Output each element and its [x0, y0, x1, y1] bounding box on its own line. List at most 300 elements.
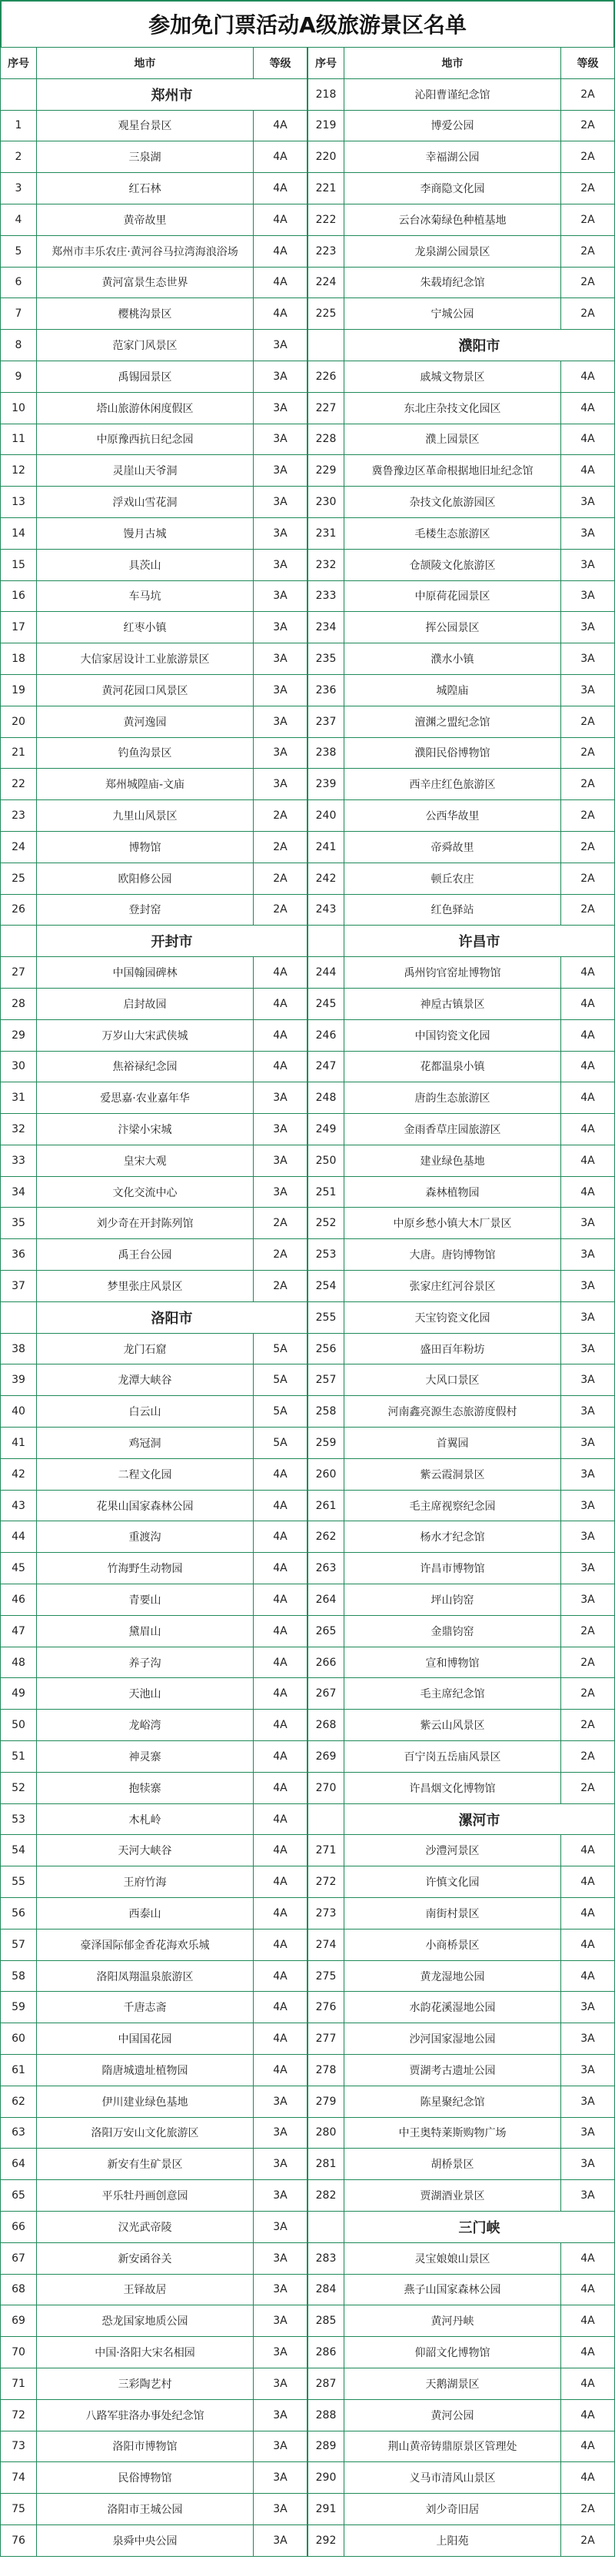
row-number: 74: [0, 2462, 37, 2493]
table-row: [0, 612, 308, 643]
scenic-area-name: 沙河国家湿地公园: [344, 2023, 561, 2054]
scenic-area-name: 三泉湖: [37, 141, 254, 172]
row-number: 41: [0, 1428, 37, 1458]
table-row: [308, 1898, 615, 1930]
scenic-level: 2A: [561, 1741, 615, 1772]
scenic-area-name: 公西华故里: [344, 800, 561, 831]
row-number: 42: [0, 1459, 37, 1490]
scenic-area-name: 禹王台公园: [37, 1239, 254, 1270]
table-row: [0, 1521, 308, 1553]
scenic-level: 3A: [254, 2118, 308, 2149]
row-number: 257: [308, 1364, 344, 1395]
scenic-area-name: 濮阳民俗博物馆: [344, 738, 561, 769]
scenic-level: 3A: [254, 2212, 308, 2242]
scenic-level: 3A: [561, 2055, 615, 2086]
scenic-level: 2A: [561, 141, 615, 172]
scenic-area-name: 登封窑: [37, 895, 254, 926]
scenic-area-name: 花都温泉小镇: [344, 1052, 561, 1082]
scenic-level: 5A: [254, 1428, 308, 1458]
table-row: [308, 1647, 615, 1679]
table-row: [308, 1020, 615, 1052]
row-number: 246: [308, 1020, 344, 1051]
scenic-area-name: 黄河花园口风景区: [37, 675, 254, 706]
city-section-row: [308, 1804, 615, 1836]
scenic-area-name: 胡桥景区: [344, 2149, 561, 2179]
scenic-level: 3A: [254, 2431, 308, 2462]
table-row: [0, 2525, 308, 2557]
table-row: [308, 895, 615, 926]
scenic-level: 4A: [254, 1898, 308, 1929]
row-number: 267: [308, 1678, 344, 1709]
scenic-level: 3A: [254, 2337, 308, 2368]
table-row: [308, 1553, 615, 1584]
table-row: [308, 800, 615, 832]
scenic-level: 4A: [254, 1459, 308, 1490]
table-row: [0, 236, 308, 268]
table-row: [0, 643, 308, 675]
scenic-level: 3A: [254, 738, 308, 769]
scenic-area-name: 欧阳修公园: [37, 863, 254, 894]
row-number: 31: [0, 1082, 37, 1113]
scenic-level: 4A: [254, 173, 308, 204]
table-row: [0, 2023, 308, 2055]
scenic-level: 4A: [561, 1866, 615, 1897]
scenic-area-name: 爱思嘉·农业嘉年华: [37, 1082, 254, 1113]
scenic-level: 4A: [561, 2243, 615, 2274]
header-no: 序号: [0, 48, 37, 78]
table-row: [0, 706, 308, 738]
city-section-row: [0, 79, 308, 111]
row-number: 276: [308, 1992, 344, 2023]
scenic-level: 3A: [561, 1302, 615, 1333]
row-number: 263: [308, 1553, 344, 1584]
table-row: [0, 173, 308, 204]
scenic-area-name: 中王奥特莱斯购物广场: [344, 2118, 561, 2149]
scenic-level: 2A: [254, 1239, 308, 1270]
row-number: 226: [308, 361, 344, 392]
scenic-area-name: 郑州市丰乐农庄·黄河谷马拉湾海浪浴场: [37, 236, 254, 267]
row-number: 18: [0, 643, 37, 674]
scenic-level: 2A: [561, 738, 615, 769]
table-row: [308, 2337, 615, 2368]
scenic-area-name: 仓颉陵文化旅游区: [344, 550, 561, 580]
scenic-area-name: 龙门石窟: [37, 1334, 254, 1364]
row-number: 34: [0, 1177, 37, 1208]
table-row: [0, 1930, 308, 1961]
table-header-row: [0, 48, 308, 79]
scenic-level: 4A: [561, 2462, 615, 2493]
scenic-level: 4A: [561, 957, 615, 988]
scenic-area-name: 木札岭: [37, 1804, 254, 1835]
scenic-level: 3A: [254, 1145, 308, 1176]
scenic-level: 3A: [254, 643, 308, 674]
scenic-area-name: 抱犊寨: [37, 1773, 254, 1803]
scenic-level: 2A: [561, 111, 615, 141]
scenic-level: 2A: [254, 895, 308, 926]
table-row: [0, 1678, 308, 1710]
scenic-level: 3A: [254, 518, 308, 549]
scenic-level: 4A: [254, 1678, 308, 1709]
table-row: [308, 268, 615, 299]
scenic-area-name: 西辛庄红色旅游区: [344, 769, 561, 799]
table-row: [0, 863, 308, 895]
scenic-area-name: 汉光武帝陵: [37, 2212, 254, 2242]
scenic-area-name: 东北庄杂技文化园区: [344, 393, 561, 424]
scenic-level: 2A: [561, 863, 615, 894]
table-row: [0, 895, 308, 926]
table-row: [308, 1930, 615, 1961]
row-number: 232: [308, 550, 344, 580]
table-row: [0, 455, 308, 487]
table-row: [0, 1428, 308, 1459]
row-number: 21: [0, 738, 37, 769]
scenic-level: 3A: [254, 2462, 308, 2493]
row-number: 43: [0, 1491, 37, 1521]
scenic-level: 3A: [561, 1396, 615, 1427]
row-number: 53: [0, 1804, 37, 1835]
table-row: [308, 1992, 615, 2023]
table-row: [308, 2305, 615, 2337]
table-row: [0, 2275, 308, 2306]
table-row: [0, 2086, 308, 2118]
table-row: [0, 487, 308, 518]
scenic-area-name: 毛楼生态旅游区: [344, 518, 561, 549]
scenic-level: 2A: [561, 895, 615, 926]
scenic-area-name: 万岁山大宋武侠城: [37, 1020, 254, 1051]
scenic-level: 3A: [254, 424, 308, 455]
city-name: 郑州市: [37, 79, 308, 110]
row-number: 286: [308, 2337, 344, 2368]
row-number: 24: [0, 832, 37, 863]
scenic-area-name: 天池山: [37, 1678, 254, 1709]
scenic-level: 3A: [561, 2118, 615, 2149]
table-row: [308, 1052, 615, 1083]
row-number: 291: [308, 2494, 344, 2524]
scenic-level: 2A: [561, 832, 615, 863]
scenic-area-name: 龙潭大峡谷: [37, 1364, 254, 1395]
scenic-level: 4A: [254, 957, 308, 988]
row-number: 26: [0, 895, 37, 926]
table-row: [308, 1491, 615, 1522]
row-number: 280: [308, 2118, 344, 2149]
row-number: 70: [0, 2337, 37, 2368]
table-row: [0, 1177, 308, 1208]
row-number: 47: [0, 1616, 37, 1647]
row-number: 61: [0, 2055, 37, 2086]
row-number: 272: [308, 1866, 344, 1897]
row-number: 40: [0, 1396, 37, 1427]
scenic-level: 3A: [254, 612, 308, 643]
row-number: 1: [0, 111, 37, 141]
scenic-area-name: 金雨香草庄园旅游区: [344, 1114, 561, 1145]
scenic-area-name: 花果山国家森林公园: [37, 1491, 254, 1521]
scenic-area-name: 红石林: [37, 173, 254, 204]
scenic-level: 3A: [254, 2305, 308, 2336]
row-number: 13: [0, 487, 37, 517]
table-row: [0, 1082, 308, 1114]
scenic-area-name: 文化交流中心: [37, 1177, 254, 1208]
row-number: 244: [308, 957, 344, 988]
city-name: 许昌市: [344, 926, 615, 956]
table-row: [308, 2431, 615, 2463]
table-row: [0, 2368, 308, 2400]
table-row: [308, 1302, 615, 1334]
table-row: [308, 863, 615, 895]
scenic-level: 4A: [561, 1052, 615, 1082]
table-row: [0, 1647, 308, 1679]
table-row: [0, 1364, 308, 1396]
table-row: [308, 706, 615, 738]
table-row: [308, 141, 615, 173]
row-number: 33: [0, 1145, 37, 1176]
scenic-level: 3A: [254, 2494, 308, 2524]
row-number: 66: [0, 2212, 37, 2242]
table-row: [308, 2243, 615, 2275]
table-row: [308, 832, 615, 863]
scenic-level: 2A: [561, 2494, 615, 2524]
scenic-level: 4A: [254, 1992, 308, 2023]
row-number: 20: [0, 706, 37, 737]
row-number: 48: [0, 1647, 37, 1678]
scenic-area-name: 西泰山: [37, 1898, 254, 1929]
table-row: [0, 1208, 308, 1239]
row-number: 227: [308, 393, 344, 424]
header-level: 等级: [254, 48, 308, 78]
scenic-level: 3A: [561, 675, 615, 706]
scenic-area-name: 八路军驻洛办事处纪念馆: [37, 2400, 254, 2431]
city-no-blank: [308, 330, 344, 361]
scenic-level: 2A: [561, 800, 615, 831]
row-number: 67: [0, 2243, 37, 2274]
scenic-area-name: 焦裕禄纪念园: [37, 1052, 254, 1082]
city-section-row: [308, 2212, 615, 2243]
row-number: 11: [0, 424, 37, 455]
scenic-area-name: 中原乡愁小镇大木厂景区: [344, 1208, 561, 1238]
scenic-area-name: 红枣小镇: [37, 612, 254, 643]
scenic-area-name: 中国国花园: [37, 2023, 254, 2054]
scenic-level: 3A: [254, 487, 308, 517]
scenic-area-name: 大唐。唐钧博物馆: [344, 1239, 561, 1270]
scenic-level: 4A: [561, 424, 615, 455]
scenic-level: 3A: [254, 393, 308, 424]
table-row: [0, 1741, 308, 1773]
scenic-area-name: 大风口景区: [344, 1364, 561, 1395]
row-number: 228: [308, 424, 344, 455]
scenic-level: 4A: [254, 1647, 308, 1678]
scenic-area-name: 黄龙湿地公园: [344, 1961, 561, 1992]
table-row: [308, 1710, 615, 1741]
row-number: 234: [308, 612, 344, 643]
scenic-level: 3A: [561, 1553, 615, 1584]
row-number: 27: [0, 957, 37, 988]
city-no-blank: [308, 1804, 344, 1835]
scenic-area-name: 三彩陶艺村: [37, 2368, 254, 2399]
scenic-level: 3A: [561, 1271, 615, 1301]
scenic-area-name: 许昌市博物馆: [344, 1553, 561, 1584]
scenic-area-name: 郑州城隍庙-文庙: [37, 769, 254, 799]
row-number: 223: [308, 236, 344, 267]
scenic-area-name: 黄河富景生态世界: [37, 268, 254, 298]
city-section-row: [308, 926, 615, 957]
scenic-level: 3A: [254, 2400, 308, 2431]
table-row: [0, 393, 308, 424]
scenic-area-name: 幸福湖公园: [344, 141, 561, 172]
scenic-level: 3A: [254, 330, 308, 361]
scenic-area-name: 小商桥景区: [344, 1930, 561, 1960]
table-row: [308, 1428, 615, 1459]
scenic-area-name: 禹锡园景区: [37, 361, 254, 392]
table-row: [308, 2023, 615, 2055]
table-row: [0, 268, 308, 299]
scenic-level: 3A: [254, 2180, 308, 2211]
scenic-level: 3A: [254, 1177, 308, 1208]
left-column: [0, 48, 308, 2557]
city-no-blank: [308, 2212, 344, 2242]
scenic-area-name: 黄河逸园: [37, 706, 254, 737]
scenic-level: 2A: [561, 1616, 615, 1647]
row-number: 283: [308, 2243, 344, 2274]
row-number: 76: [0, 2525, 37, 2556]
row-number: 28: [0, 989, 37, 1019]
scenic-area-name: 豪泽国际郁金香花海欢乐城: [37, 1930, 254, 1960]
scenic-area-table: [0, 48, 615, 2557]
city-name: 漯河市: [344, 1804, 615, 1835]
scenic-level: 4A: [561, 361, 615, 392]
scenic-area-name: 刘少奇在开封陈列馆: [37, 1208, 254, 1238]
table-row: [0, 957, 308, 989]
scenic-level: 2A: [254, 863, 308, 894]
scenic-area-name: 城隍庙: [344, 675, 561, 706]
scenic-level: 4A: [254, 141, 308, 172]
row-number: 249: [308, 1114, 344, 1145]
scenic-area-name: 森林植物园: [344, 1177, 561, 1208]
row-number: 7: [0, 298, 37, 329]
scenic-level: 3A: [561, 1491, 615, 1521]
scenic-level: 3A: [561, 2023, 615, 2054]
table-row: [0, 769, 308, 800]
scenic-area-name: 金鼎钧窑: [344, 1616, 561, 1647]
row-number: 37: [0, 1271, 37, 1301]
row-number: 256: [308, 1334, 344, 1364]
row-number: 292: [308, 2525, 344, 2556]
scenic-level: 2A: [561, 298, 615, 329]
scenic-level: 4A: [561, 1177, 615, 1208]
scenic-area-name: 帝舜故里: [344, 832, 561, 863]
scenic-area-name: 唐韵生态旅游区: [344, 1082, 561, 1113]
row-number: 68: [0, 2275, 37, 2305]
row-number: 251: [308, 1177, 344, 1208]
scenic-area-name: 仰韶文化博物馆: [344, 2337, 561, 2368]
scenic-level: 3A: [254, 1082, 308, 1113]
scenic-level: 4A: [561, 1114, 615, 1145]
table-row: [308, 1208, 615, 1239]
table-row: [308, 1145, 615, 1177]
scenic-level: 2A: [561, 173, 615, 204]
scenic-level: 4A: [254, 268, 308, 298]
table-row: [308, 1741, 615, 1773]
scenic-area-name: 燕子山国家森林公园: [344, 2275, 561, 2305]
scenic-level: 2A: [561, 1678, 615, 1709]
table-row: [308, 424, 615, 456]
scenic-level: 2A: [254, 1271, 308, 1301]
table-row: [308, 2086, 615, 2118]
row-number: 281: [308, 2149, 344, 2179]
scenic-level: 3A: [561, 1239, 615, 1270]
scenic-level: 3A: [254, 769, 308, 799]
table-row: [308, 1584, 615, 1616]
row-number: 45: [0, 1553, 37, 1584]
table-row: [308, 1521, 615, 1553]
scenic-area-name: 中国钧瓷文化园: [344, 1020, 561, 1051]
table-row: [0, 1616, 308, 1647]
row-number: 243: [308, 895, 344, 926]
table-row: [308, 455, 615, 487]
row-number: 233: [308, 581, 344, 612]
row-number: 38: [0, 1334, 37, 1364]
table-row: [0, 550, 308, 581]
scenic-area-name: 神灵寨: [37, 1741, 254, 1772]
scenic-level: 4A: [561, 1961, 615, 1992]
row-number: 269: [308, 1741, 344, 1772]
table-row: [308, 1396, 615, 1428]
city-no-blank: [308, 926, 344, 956]
scenic-level: 4A: [254, 1553, 308, 1584]
scenic-level: 4A: [254, 204, 308, 235]
row-number: 59: [0, 1992, 37, 2023]
scenic-area-name: 澶渊之盟纪念馆: [344, 706, 561, 737]
row-number: 230: [308, 487, 344, 517]
table-row: [0, 1491, 308, 1522]
row-number: 258: [308, 1396, 344, 1427]
row-number: 289: [308, 2431, 344, 2462]
table-header-row: [308, 48, 615, 79]
scenic-level: 4A: [561, 455, 615, 486]
scenic-area-name: 建业绿色基地: [344, 1145, 561, 1176]
table-row: [0, 738, 308, 769]
table-row: [308, 79, 615, 111]
scenic-level: 4A: [254, 111, 308, 141]
scenic-area-name: 樱桃沟景区: [37, 298, 254, 329]
scenic-area-name: 洛阳市博物馆: [37, 2431, 254, 2462]
scenic-level: 3A: [561, 2086, 615, 2117]
row-number: 235: [308, 643, 344, 674]
scenic-area-name: 馒月古城: [37, 518, 254, 549]
row-number: 288: [308, 2400, 344, 2431]
scenic-area-name: 首翼园: [344, 1428, 561, 1458]
table-row: [308, 2180, 615, 2212]
row-number: 15: [0, 550, 37, 580]
scenic-area-name: 中国·洛阳大宋名相园: [37, 2337, 254, 2368]
scenic-area-name: 挥公园景区: [344, 612, 561, 643]
scenic-area-name: 鸡冠洞: [37, 1428, 254, 1458]
scenic-level: 2A: [561, 706, 615, 737]
table-row: [308, 2149, 615, 2180]
scenic-level: 4A: [561, 393, 615, 424]
scenic-area-name: 黄帝故里: [37, 204, 254, 235]
scenic-level: 2A: [561, 769, 615, 799]
table-row: [0, 1773, 308, 1804]
row-number: 16: [0, 581, 37, 612]
table-row: [308, 393, 615, 424]
row-number: 19: [0, 675, 37, 706]
row-number: 39: [0, 1364, 37, 1395]
scenic-level: 3A: [561, 1459, 615, 1490]
scenic-area-name: 戚城文物景区: [344, 361, 561, 392]
row-number: 32: [0, 1114, 37, 1145]
table-row: [0, 1020, 308, 1052]
table-row: [308, 1364, 615, 1396]
row-number: 5: [0, 236, 37, 267]
